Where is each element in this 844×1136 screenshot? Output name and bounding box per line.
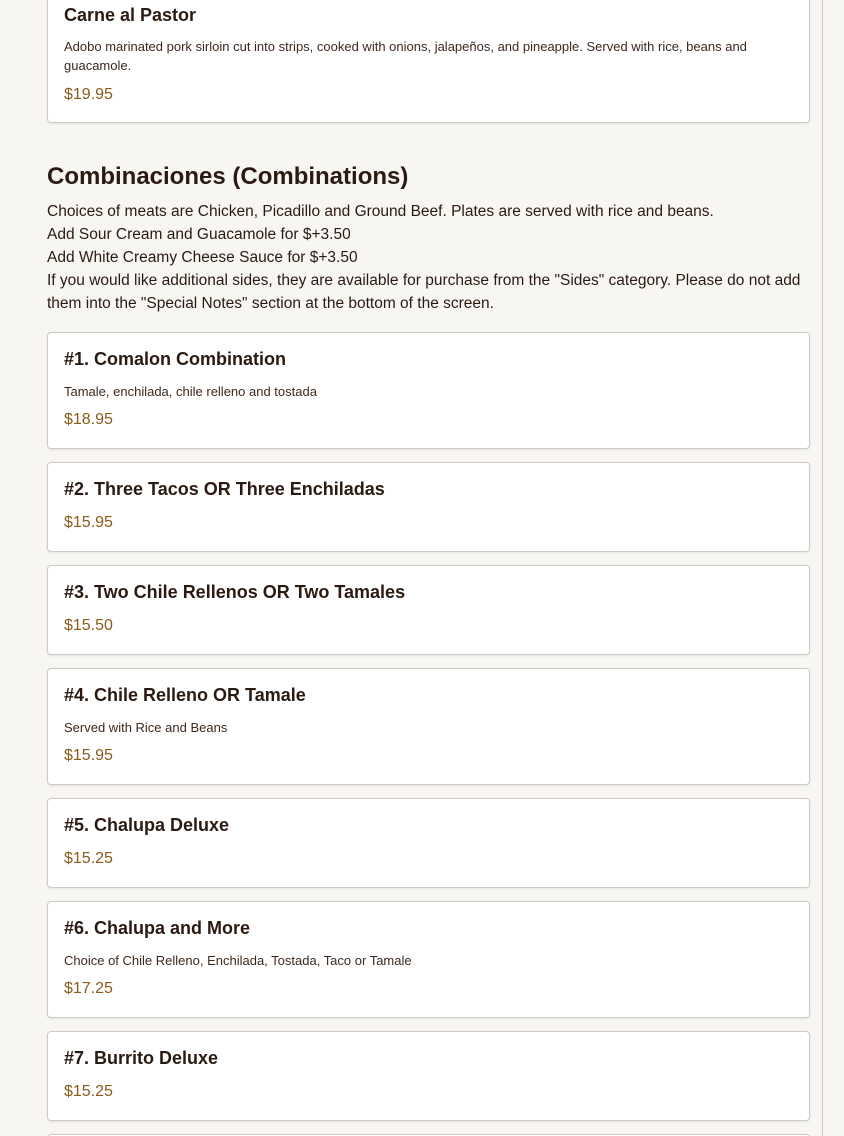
section-description <box>47 200 817 315</box>
section-note: Choices of meats are Chicken, Picadillo and Ground Beef. Plates are served with rice and beans. <box>47 203 714 220</box>
menu-item-price: $19.95 <box>64 86 113 103</box>
menu-item-card[interactable] <box>47 462 810 552</box>
menu-item-name: Carne al Pastor <box>64 5 197 25</box>
menu-item-price: $15.25 <box>64 850 113 867</box>
menu-item-name: #6. Chalupa and More <box>64 918 251 938</box>
menu-item-description: Tamale, enchilada, chile relleno and tostada <box>64 384 317 399</box>
menu-item-card[interactable] <box>47 901 810 1018</box>
section-title: Combinaciones (Combinations) <box>47 163 409 190</box>
menu-item-description: Choice of Chile Relleno, Enchilada, Tostada, Taco or Tamale <box>64 953 412 968</box>
menu-item-card[interactable] <box>47 332 810 449</box>
menu-item-price: $15.50 <box>64 617 113 634</box>
menu-item-price: $15.95 <box>64 747 113 764</box>
section-note: Add Sour Cream and Guacamole for $+3.50 <box>47 226 351 243</box>
menu-item-name: #1. Comalon Combination <box>64 349 287 369</box>
menu-item-name: #5. Chalupa Deluxe <box>64 815 230 835</box>
menu-item-name: #3. Two Chile Rellenos OR Two Tamales <box>64 582 406 602</box>
menu-item-description: Served with Rice and Beans <box>64 720 228 735</box>
menu-item-price: $15.25 <box>64 1083 113 1100</box>
menu-item-description: Adobo marinated pork sirloin cut into strips, cooked with onions, jalapeños, and pineapple. Served with rice, beans and guacamole. <box>64 39 747 73</box>
menu-item-card[interactable] <box>47 565 810 655</box>
menu-item-name: #2. Three Tacos OR Three Enchiladas <box>64 479 385 499</box>
menu-item-name: #4. Chile Relleno OR Tamale <box>64 685 306 705</box>
menu-item-card[interactable] <box>47 0 810 123</box>
menu-item-name: #7. Burrito Deluxe <box>64 1048 219 1068</box>
menu-item-card[interactable] <box>47 668 810 785</box>
menu-item-card[interactable] <box>47 1031 810 1121</box>
menu-item-card[interactable] <box>47 798 810 888</box>
section-note: If you would like additional sides, they are available for purchase from the "Sides" category. Please do not add them into the "Special Notes" section at the bottom of the screen. <box>47 272 801 312</box>
menu-item-price: $15.95 <box>64 514 113 531</box>
menu-item-price: $18.95 <box>64 411 113 428</box>
scroll-divider <box>822 0 823 1136</box>
section-note: Add White Creamy Cheese Sauce for $+3.50 <box>47 249 358 266</box>
menu-item-price: $17.25 <box>64 980 113 997</box>
